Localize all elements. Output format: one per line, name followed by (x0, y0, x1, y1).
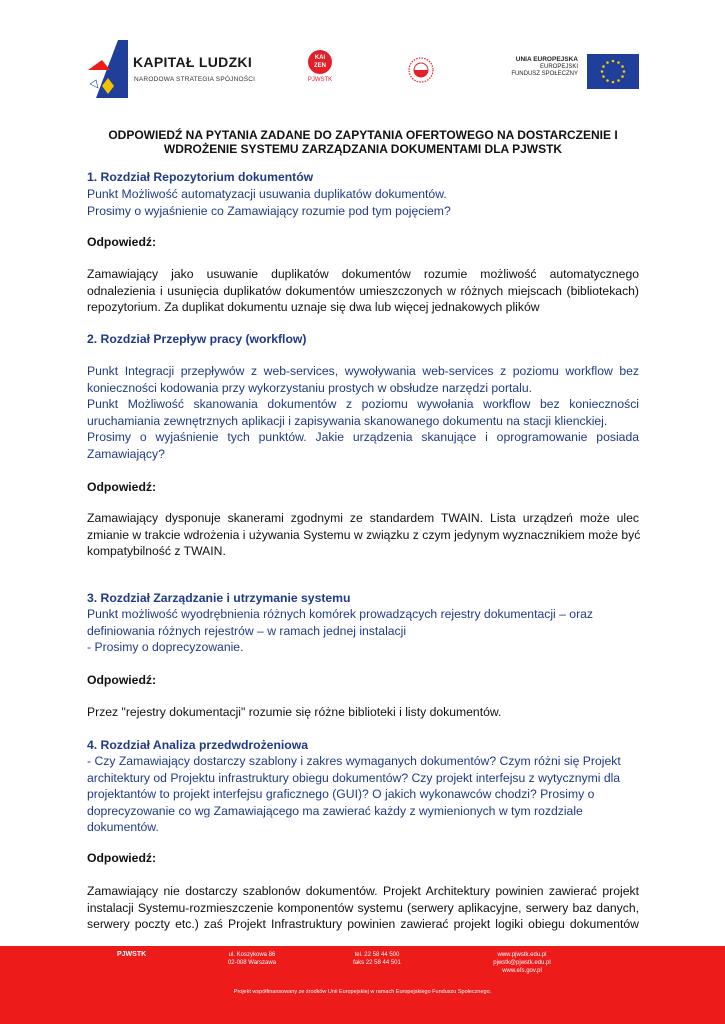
eu-logo (503, 54, 639, 90)
section-1-answer-label: Odpowiedź: (87, 235, 157, 249)
s1-answer-line: odnalezienia i usunięcia duplikatów dokumentów umieszczonych w różnych miejscach (bibliotekach) (87, 283, 639, 298)
page-footer (0, 946, 725, 1024)
s1-answer-line: repozytorium. Za duplikat dokumentu uznaje się dwa lub więcej jednakowych plików (87, 300, 540, 314)
document-title (90, 128, 636, 156)
s3-question-line: - Prosimy o doprecyzowanie. (87, 640, 244, 654)
eu-line2: EUROPEJSKI (539, 63, 578, 70)
kapital-ludzki-subtitle: NARODOWA STRATEGIA SPÓJNOŚCI (134, 76, 256, 83)
footer-phones (346, 951, 408, 967)
s4-answer-line: serwery poczty etc.) zaś Projekt Infrastruktury powinien zawierać projekt logiki obiegu dokumentów (87, 917, 639, 931)
s4-question-line: projektantów to projekt interfejsu graficznego (GUI)? O jakich wykonawców chodzi? Prosimy o (87, 787, 595, 801)
s2-answer-line: zmianie w trakcie wdrożenia i używania Systemu w związku z czym jedynym wyznacznikiem może być (87, 527, 641, 542)
section-1-question (87, 186, 639, 219)
page-header (0, 0, 725, 110)
section-4-heading: 4. Rozdział Analiza przedwdrożeniowa (87, 738, 308, 752)
section-2-answer-label: Odpowiedź: (87, 480, 157, 494)
title-line-2: WDROŻENIE SYSTEMU ZARZĄDZANIA DOKUMENTAMI DLA PJWSTK (163, 142, 563, 156)
footer-email[interactable]: pjwstk@pjwstk.edu.pl (493, 960, 551, 966)
s3-answer-line: Przez "rejestry dokumentacji" rozumie się różne biblioteki i listy dokumentów. (87, 705, 502, 719)
footer-web (484, 951, 560, 975)
title-line-1: ODPOWIEDŹ NA PYTANIA ZADANE DO ZAPYTANIA OFERTOWEGO NA DOSTARCZENIE I (108, 128, 618, 142)
s1-answer-line: Zamawiający jako usuwanie duplikatów dokumentów rozumie możliwość automatycznego (87, 267, 639, 281)
section-1-answer (87, 266, 639, 316)
footer-address-line: ul. Koszykowa 86 (228, 952, 276, 958)
section-2-heading: 2. Rozdział Przepływ pracy (workflow) (87, 332, 307, 346)
s4-answer-line: Zamawiający nie dostarczy szablonów dokumentów. Projekt Architektury powinien zawierać projekt (87, 884, 639, 898)
s2-question-line: uruchamiania zewnętrznych aplikacji i zapisywania skanowanego dokumentu na stacji klienckiej. (87, 413, 608, 428)
footer-address-line: 02-008 Warszawa (227, 960, 277, 966)
section-2-question (87, 363, 639, 462)
eu-line3: FUNDUSZ SPOŁECZNY (511, 71, 578, 77)
section-1-heading: 1. Rozdział Repozytorium dokumentów (87, 170, 314, 184)
s4-question-line: dokumentów. (87, 820, 159, 834)
footer-phone: tel. 22 58 44 500 (354, 952, 400, 958)
s2-question-line: Punkt Integracji przepływów z web-services, wywoływania web-services z poziomu workflow bez (87, 364, 639, 378)
section-3-heading: 3. Rozdział Zarządzanie i utrzymanie systemu (87, 591, 351, 605)
s2-answer-line: Zamawiający dysponuje skanerami zgodnymi ze standardem TWAIN. Lista urządzeń może ulec (87, 511, 639, 525)
s4-answer-line: instalacji Systemu-rozmieszczenie komponentów systemu (serwery aplikacyjne, serwery baz danych, (87, 900, 639, 915)
footer-link[interactable]: www.efs.gov.pl (502, 968, 542, 974)
s2-question-line: Zamawiający? (87, 446, 165, 461)
section-4-answer-label: Odpowiedź: (87, 851, 157, 865)
s3-question-line: Punkt możliwość wyodrębnienia różnych komórek prowadzących rejestry dokumentacji – oraz (87, 607, 594, 621)
footer-link[interactable]: www.pjwstk.edu.pl (497, 952, 547, 958)
pjwstk-seal-icon (407, 52, 435, 88)
s2-question-line: Prosimy o wyjaśnienie tych punktów. Jakie urządzenia skanujące i oprogramowanie posiada (87, 430, 639, 444)
section-4-question (87, 753, 639, 836)
eu-flag-icon (587, 54, 639, 89)
s1-question-line: Prosimy o wyjaśnienie co Zamawiający rozumie pod tym pojęciem? (87, 203, 451, 218)
footer-address (222, 951, 282, 967)
section-3-question (87, 606, 639, 656)
section-4-answer (87, 883, 639, 933)
s3-question-line: definiowania różnych rejestrów – w ramach jednej instalacji (87, 623, 407, 638)
s2-answer-line: kompatybilność z TWAIN. (87, 544, 226, 558)
kapital-ludzki-emblem-icon (88, 40, 128, 98)
section-3-answer-label: Odpowiedź: (87, 673, 157, 687)
s4-question-line: architektury od Projektu infrastruktury obiegu dokumentów? Czy projekt interfejsu z wytycznymi dla (87, 770, 621, 785)
kaizen-label: PJWSTK (307, 77, 333, 83)
section-2-answer (87, 510, 639, 560)
eu-text (503, 56, 578, 79)
section-3-answer (87, 704, 639, 721)
footer-cofinancing-note: Projekt współfinansowany ze środków Unii Europejskiej w ramach Europejskiego Funduszu Społecznego. (233, 989, 492, 995)
s4-question-line: doprecyzowanie co wg Zamawiającego ma zawierać każdy z wymienionych w tym rozdziale (87, 803, 583, 818)
kaizen-circle-icon: KAI ZEN (308, 50, 332, 74)
footer-org-name: PJWSTK (117, 951, 147, 958)
kaizen-logo (306, 50, 334, 92)
s1-question-line: Punkt Możliwość automatyzacji usuwania duplikatów dokumentów. (87, 187, 447, 201)
s4-question-line: - Czy Zamawiający dostarczy szablony i zakres wymaganych dokumentów? Czym różni się Projekt (87, 754, 621, 768)
eu-title: UNIA EUROPEJSKA (515, 56, 578, 63)
kapital-ludzki-logo (88, 40, 268, 98)
kapital-ludzki-title: KAPITAŁ LUDZKI (133, 54, 253, 70)
footer-fax: faks 22 58 44 501 (353, 960, 401, 966)
s2-question-line: Punkt Możliwość skanowania dokumentów z poziomu wywołania workflow bez konieczności (87, 397, 639, 411)
s2-question-line: konieczności kodowania przy wykorzystaniu prostych w obsłudze narzędzi portalu. (87, 380, 533, 395)
